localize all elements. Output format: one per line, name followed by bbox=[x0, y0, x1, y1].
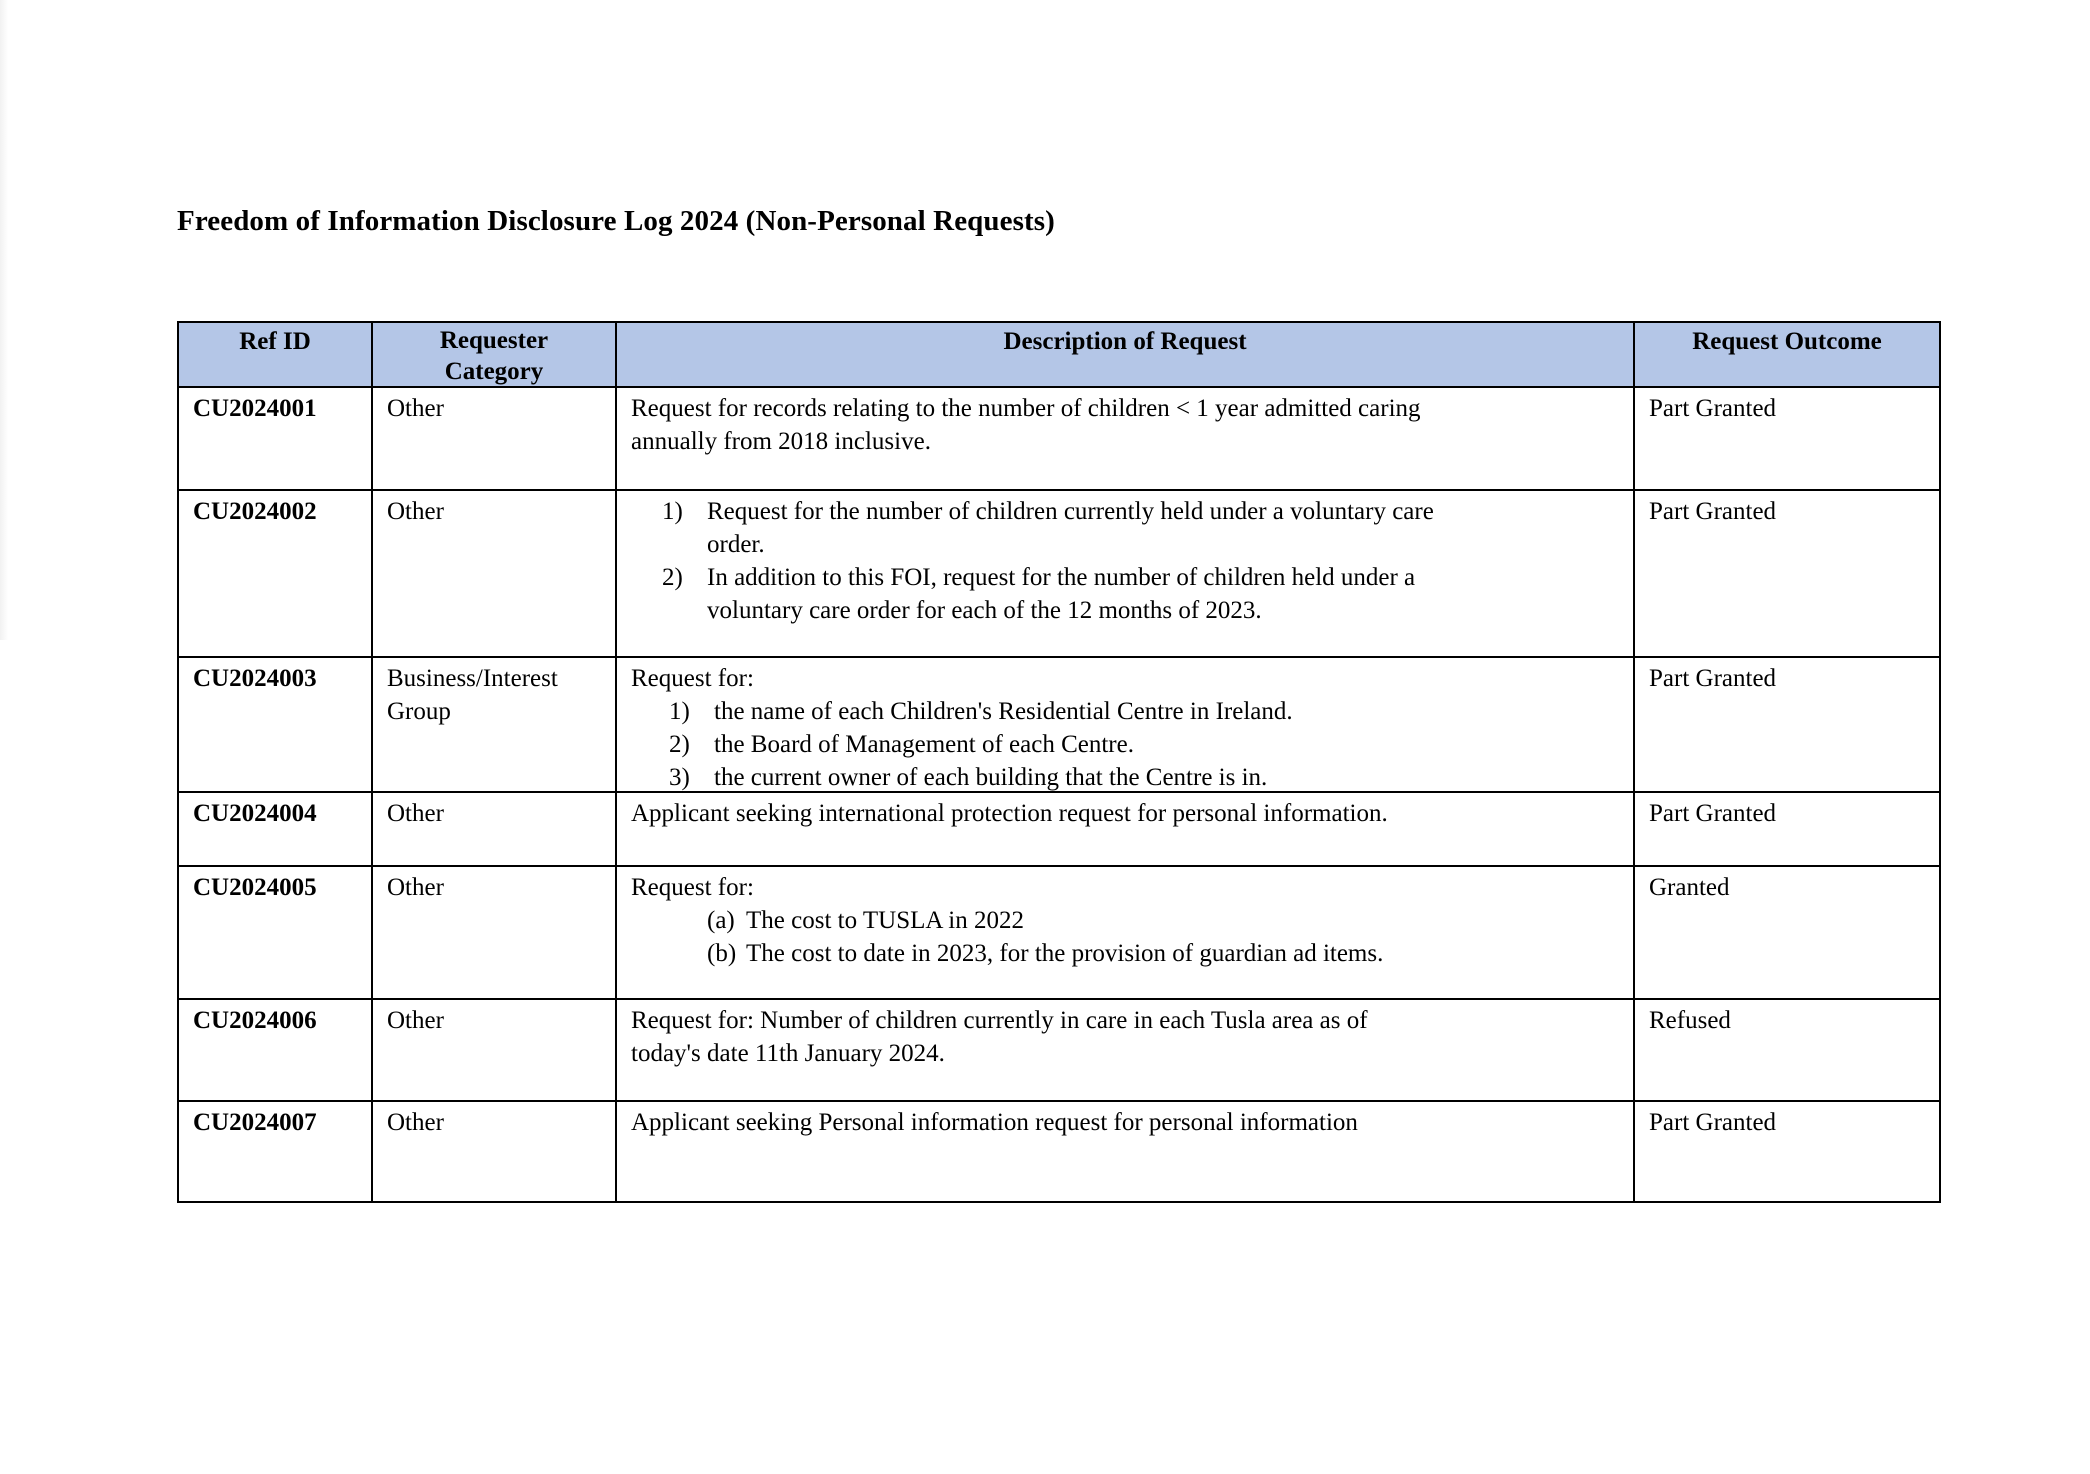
list-item-line: The cost to date in 2023, for the provision of guardian ad items. bbox=[746, 940, 1384, 967]
category-cell bbox=[371, 491, 615, 656]
description-line: Applicant seeking Personal information request for personal information bbox=[631, 1109, 1358, 1136]
description-line: annually from 2018 inclusive. bbox=[631, 428, 931, 455]
ref-id-cell: CU2024001 bbox=[177, 388, 371, 489]
header-requester-category-line: Requester bbox=[439, 327, 549, 354]
outcome-cell: Part Granted bbox=[1633, 793, 1941, 865]
description-intro: Request for: bbox=[631, 874, 754, 901]
description-cell bbox=[615, 793, 1633, 865]
list-item bbox=[631, 904, 1619, 937]
ref-id-cell: CU2024006 bbox=[177, 1000, 371, 1100]
list-item-line: The cost to TUSLA in 2022 bbox=[746, 907, 1025, 934]
category-line: Other bbox=[387, 874, 444, 901]
category-cell bbox=[371, 388, 615, 489]
list-item bbox=[631, 561, 1619, 627]
outcome-cell: Part Granted bbox=[1633, 388, 1941, 489]
disclosure-log-table bbox=[177, 321, 1941, 1203]
list-marker: 1) bbox=[662, 498, 683, 525]
list-item-line: Request for the number of children currently held under a voluntary care bbox=[707, 498, 1434, 525]
table-row bbox=[177, 793, 1941, 867]
list-item bbox=[631, 761, 1619, 794]
table-row bbox=[177, 491, 1941, 658]
category-line: Other bbox=[387, 800, 444, 827]
ref-id-cell: CU2024003 bbox=[177, 658, 371, 791]
category-line: Other bbox=[387, 1007, 444, 1034]
outcome-cell: Refused bbox=[1633, 1000, 1941, 1100]
outcome-cell: Part Granted bbox=[1633, 491, 1941, 656]
list-item-line: the current owner of each building that the Centre is in. bbox=[714, 764, 1268, 791]
list-item-line: the name of each Children's Residential Centre in Ireland. bbox=[714, 698, 1293, 725]
list-item-line: order. bbox=[707, 531, 765, 558]
list-marker: 1) bbox=[669, 698, 690, 725]
list-item bbox=[631, 728, 1619, 761]
category-cell bbox=[371, 1102, 615, 1201]
list-item bbox=[631, 695, 1619, 728]
header-ref-id bbox=[177, 323, 371, 386]
document-title: Freedom of Information Disclosure Log 2024 (Non-Personal Requests) bbox=[177, 205, 1055, 237]
list-item-line: voluntary care order for each of the 12 months of 2023. bbox=[707, 597, 1262, 624]
table-row bbox=[177, 658, 1941, 793]
table-header-row bbox=[177, 321, 1941, 388]
table-row bbox=[177, 1102, 1941, 1203]
header-ref-id-label: Ref ID bbox=[239, 328, 311, 355]
category-cell bbox=[371, 1000, 615, 1100]
outcome-cell: Part Granted bbox=[1633, 1102, 1941, 1201]
category-line: Other bbox=[387, 498, 444, 525]
description-cell bbox=[615, 491, 1633, 656]
ref-id-cell: CU2024004 bbox=[177, 793, 371, 865]
description-cell bbox=[615, 1102, 1633, 1201]
table-row bbox=[177, 867, 1941, 1000]
category-line: Other bbox=[387, 395, 444, 422]
list-marker: 2) bbox=[662, 564, 683, 591]
description-intro: Request for: bbox=[631, 665, 754, 692]
category-line: Business/Interest bbox=[387, 665, 558, 692]
header-requester-category-line: Category bbox=[444, 358, 544, 385]
description-cell bbox=[615, 388, 1633, 489]
list-marker: (b) bbox=[707, 940, 737, 967]
description-line: Request for records relating to the number of children < 1 year admitted caring bbox=[631, 395, 1421, 422]
header-description bbox=[615, 323, 1633, 386]
description-line: Applicant seeking international protection request for personal information. bbox=[631, 800, 1388, 827]
description-cell bbox=[615, 1000, 1633, 1100]
category-line: Other bbox=[387, 1109, 444, 1136]
description-cell bbox=[615, 867, 1633, 998]
table-row bbox=[177, 1000, 1941, 1102]
ref-id-cell: CU2024005 bbox=[177, 867, 371, 998]
description-line: today's date 11th January 2024. bbox=[631, 1040, 945, 1067]
category-line: Group bbox=[387, 698, 451, 725]
header-outcome-label: Request Outcome bbox=[1692, 328, 1882, 355]
list-item bbox=[631, 937, 1619, 970]
category-cell bbox=[371, 793, 615, 865]
list-item-line: In addition to this FOI, request for the number of children held under a bbox=[707, 564, 1416, 591]
outcome-cell: Granted bbox=[1633, 867, 1941, 998]
outcome-cell: Part Granted bbox=[1633, 658, 1941, 791]
list-marker: (a) bbox=[707, 907, 735, 934]
list-marker: 2) bbox=[669, 731, 690, 758]
header-requester-category bbox=[371, 323, 615, 386]
page-edge-shadow bbox=[0, 0, 8, 640]
ref-id-cell: CU2024007 bbox=[177, 1102, 371, 1201]
category-cell bbox=[371, 867, 615, 998]
description-line: Request for: Number of children currently in care in each Tusla area as of bbox=[631, 1007, 1368, 1034]
header-outcome bbox=[1633, 323, 1941, 386]
list-marker: 3) bbox=[669, 764, 690, 791]
header-description-label: Description of Request bbox=[1003, 328, 1247, 355]
description-cell bbox=[615, 658, 1633, 791]
ref-id-cell: CU2024002 bbox=[177, 491, 371, 656]
list-item bbox=[631, 495, 1619, 561]
category-cell bbox=[371, 658, 615, 791]
list-item-line: the Board of Management of each Centre. bbox=[714, 731, 1134, 758]
table-row bbox=[177, 388, 1941, 491]
